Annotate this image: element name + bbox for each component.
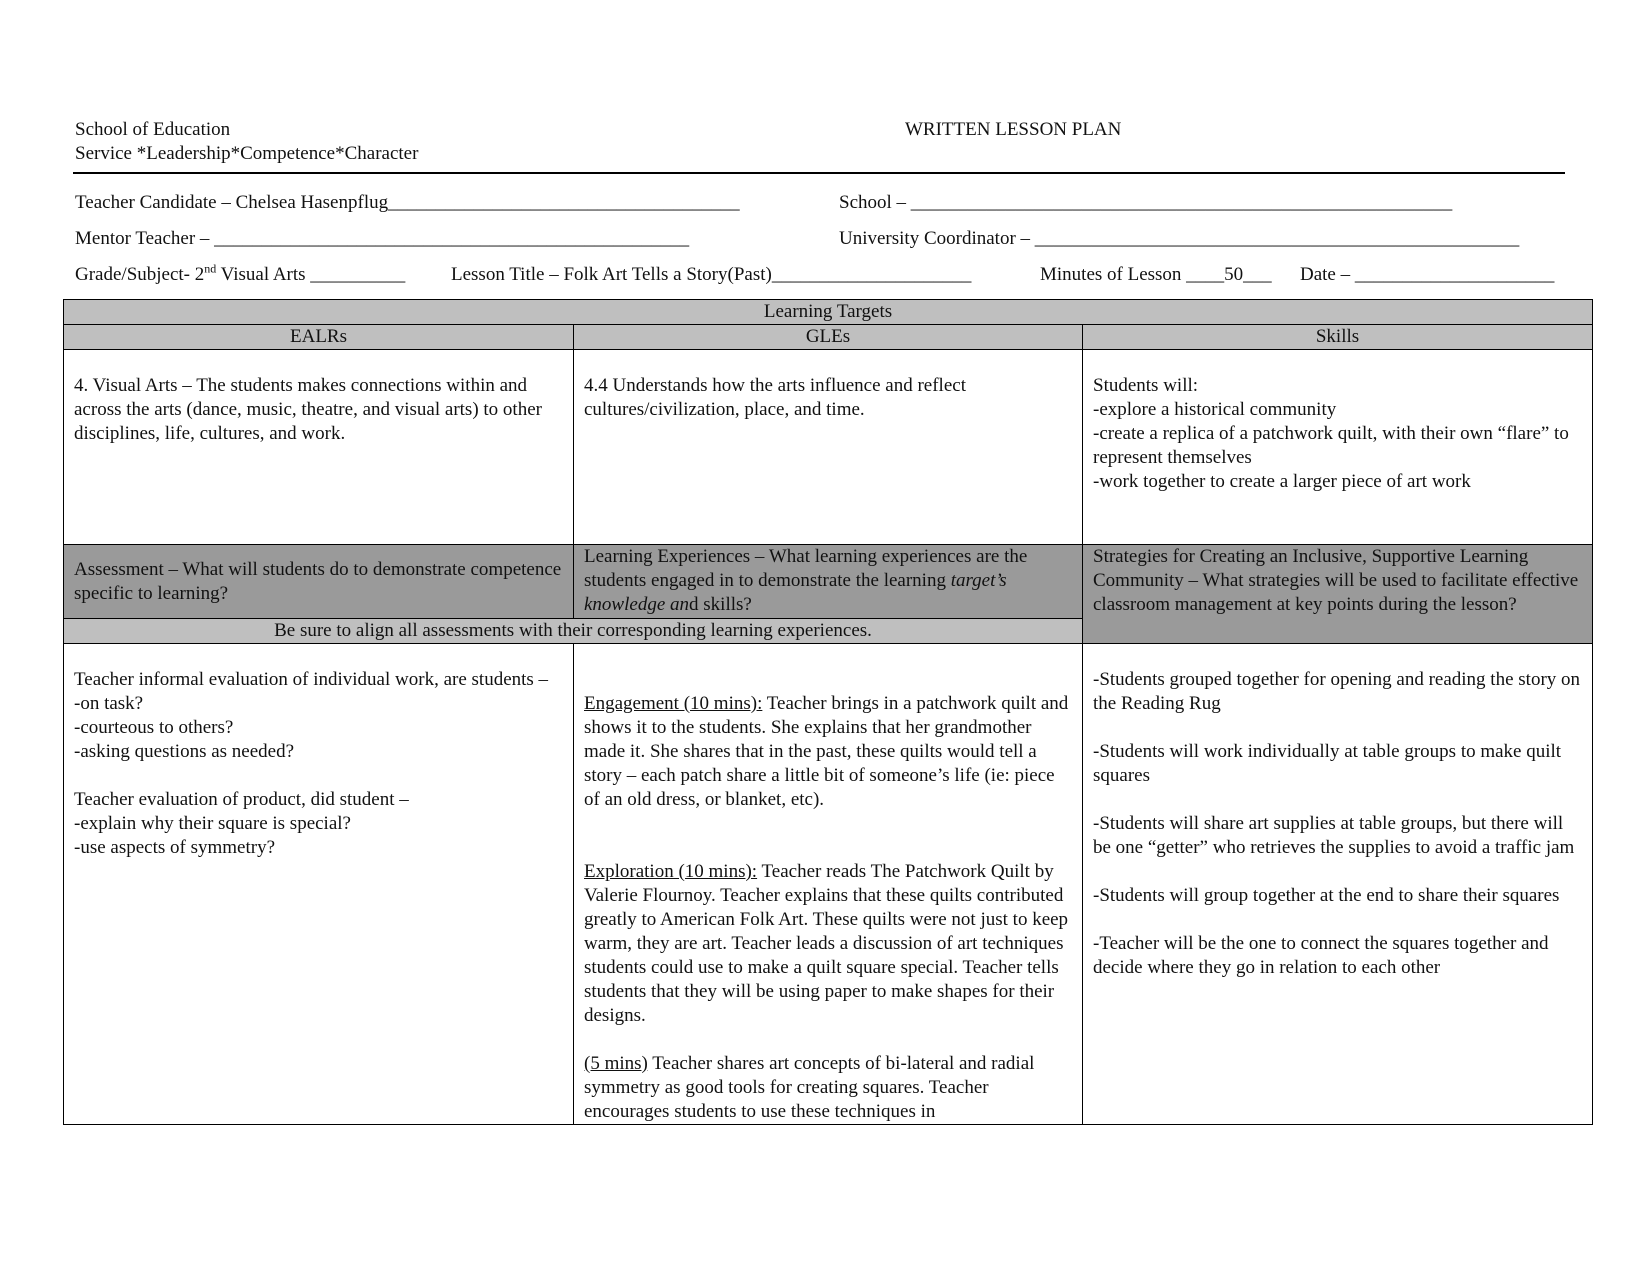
skills-header: Skills (1083, 325, 1593, 350)
learning-experiences-heading: Learning Experiences – What learning experiences are the students engaged in to demonstrate the learning target’s knowledge and skills? (574, 545, 1083, 619)
mentor-teacher-field: Mentor Teacher – __________________________________________________ (75, 228, 690, 249)
engagement-block: Engagement (10 mins): Teacher brings in a patchwork quilt and shows it to the students. She explains that her grandmother made it. She shares that in the past, these quilts would tell a story – each patch share a little bit of someone’s life (ie: piece of an old dress, or blanket, etc). (584, 693, 1069, 810)
learning-targets-heading: Learning Targets (64, 300, 1593, 325)
strategies-heading: Strategies for Creating an Inclusive, Supportive Learning Community – What strategies will be used to facilitate effective classroom management at key points during the lesson? (1083, 545, 1593, 644)
university-coordinator-field: University Coordinator – ___________________________________________________ (839, 228, 1520, 249)
skill-item: -explore a historical community (1093, 399, 1337, 420)
experiences-cell (574, 644, 1083, 1125)
school-motto: Service *Leadership*Competence*Character (75, 143, 419, 164)
informal-evaluation: Teacher informal evaluation of individual work, are students – -on task? -courteous to others? -asking questions as needed? (74, 669, 549, 762)
strategies-cell (1083, 644, 1593, 1125)
assessment-cell (64, 644, 574, 1125)
skill-item: -create a replica of a patchwork quilt, with their own “flare” to represent themselves (1093, 423, 1569, 468)
exploration-block: Exploration (10 mins): Teacher reads The Patchwork Quilt by Valerie Flournoy. Teacher explains that these quilts contributed greatly to American Folk Art. These quilts were not just to keep warm, they are art. Teacher leads a discussion of art techniques students could use to make a quilt square special. Teacher tells students that they will be using paper to make shapes for their designs. (584, 861, 1069, 1026)
grade-subject-field: Grade/Subject- 2nd Visual Arts __________ (75, 261, 406, 285)
date-field: Date – _____________________ (1300, 264, 1555, 285)
document-title: WRITTEN LESSON PLAN (905, 119, 1122, 140)
gle-text: 4.4 Understands how the arts influence and reflect cultures/civilization, place, and time. (584, 375, 966, 420)
lesson-plan-table (63, 299, 1593, 1125)
alignment-note: Be sure to align all assessments with their corresponding learning experiences. (64, 619, 1083, 644)
strategy-item: -Students will work individually at table groups to make quilt squares (1093, 741, 1562, 786)
strategy-item: -Teacher will be the one to connect the squares together and decide where they go in relation to each other (1093, 933, 1549, 978)
ealrs-header: EALRs (64, 325, 574, 350)
strategy-item: -Students grouped together for opening and reading the story on the Reading Rug (1093, 669, 1581, 714)
skills-cell (1083, 350, 1593, 545)
strategy-item: -Students will group together at the end to share their squares (1093, 885, 1560, 906)
product-evaluation: Teacher evaluation of product, did student – -explain why their square is special? -use aspects of symmetry? (74, 789, 409, 858)
strategy-item: -Students will share art supplies at table groups, but there will be one “getter” who retrieves the supplies to avoid a traffic jam (1093, 813, 1575, 858)
gles-header: GLEs (574, 325, 1083, 350)
school-name: School of Education (75, 119, 231, 140)
minutes-field: Minutes of Lesson ____50___ (1040, 264, 1272, 285)
gle-cell (574, 350, 1083, 545)
ealr-text: 4. Visual Arts – The students makes connections within and across the arts (dance, music, theatre, and visual arts) to other disciplines, life, cultures, and work. (74, 375, 542, 444)
symmetry-block: (5 mins) Teacher shares art concepts of bi-lateral and radial symmetry as good tools for creating squares. Teacher encourages students to use these techniques in (584, 1053, 1035, 1122)
header-divider (73, 172, 1565, 174)
skill-item: -work together to create a larger piece of art work (1093, 471, 1471, 492)
assessment-heading: Assessment – What will students do to demonstrate competence specific to learning? (64, 545, 574, 619)
lesson-title-field: Lesson Title – Folk Art Tells a Story(Past)_____________________ (451, 264, 972, 285)
school-field: School – _________________________________________________________ (839, 192, 1453, 213)
ealr-cell (64, 350, 574, 545)
teacher-candidate-field: Teacher Candidate – Chelsea Hasenpflug_____________________________________ (75, 192, 740, 213)
skills-intro: Students will: (1093, 375, 1199, 396)
